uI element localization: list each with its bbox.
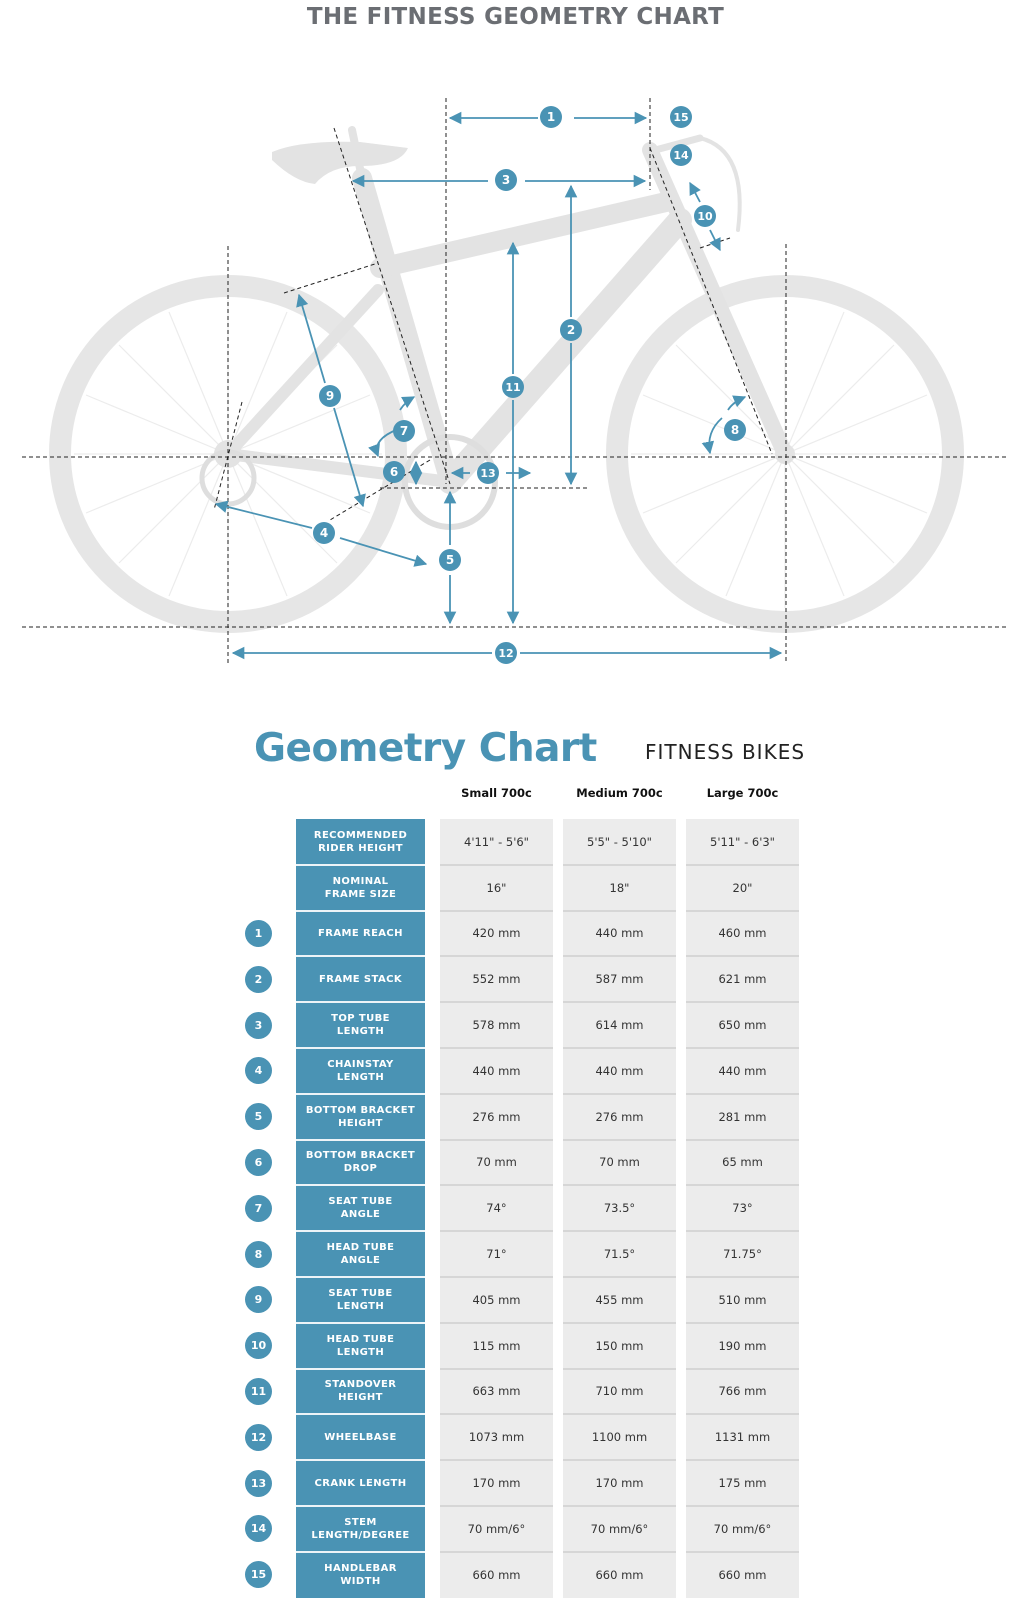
table-cell: 440 mm: [472, 1063, 521, 1078]
column-header-small: Small 700c: [461, 786, 532, 800]
row-number-badge: 13: [245, 1470, 272, 1497]
table-cell: 170 mm: [472, 1476, 521, 1491]
svg-text:10: 10: [697, 210, 713, 223]
row-label-line: LENGTH: [336, 1026, 385, 1038]
row-label-text: [324, 1431, 396, 1444]
row-label-text: [314, 829, 407, 855]
callout-8: [724, 419, 746, 441]
row-number-badge: 10: [245, 1332, 272, 1359]
table-cell: 440 mm: [718, 1063, 767, 1078]
row-label-line: DROP: [343, 1163, 378, 1175]
row-label-text: [328, 1287, 392, 1313]
row-label: [296, 1231, 425, 1277]
row-label-text: [327, 1333, 395, 1359]
table-cell: 614 mm: [595, 1018, 644, 1033]
row-label-text: [325, 1378, 397, 1404]
callout-11: [502, 376, 524, 398]
row-label-line: LENGTH/DEGREE: [311, 1529, 410, 1541]
bike-silhouette: [60, 130, 953, 622]
table-cell: 660 mm: [595, 1567, 644, 1582]
row-number-badge: 7: [245, 1195, 272, 1222]
row-label-line: LENGTH: [336, 1346, 385, 1358]
row-label: [296, 1140, 425, 1186]
row-label-line: CRANK LENGTH: [314, 1477, 407, 1489]
svg-text:5: 5: [445, 553, 455, 567]
row-label-line: ANGLE: [340, 1209, 381, 1221]
table-cell: 587 mm: [595, 972, 644, 987]
saddle: [272, 142, 408, 184]
column-header-medium: Medium 700c: [576, 786, 663, 800]
table-cell: 1131 mm: [714, 1430, 771, 1445]
svg-text:2: 2: [566, 323, 576, 337]
row-label-line: HEAD TUBE: [326, 1242, 395, 1254]
row-label-text: [306, 1104, 415, 1130]
row-label-line: HEAD TUBE: [326, 1333, 395, 1345]
row-label-line: BOTTOM BRACKET: [305, 1104, 416, 1116]
row-label: [296, 1185, 425, 1231]
row-number-badge: 4: [245, 1057, 272, 1084]
row-number-badge: 6: [245, 1149, 272, 1176]
callout-9: [319, 385, 341, 407]
table-cell: 16": [486, 880, 507, 895]
callout-10: [694, 205, 716, 227]
row-label-line: TOP TUBE: [331, 1013, 390, 1025]
svg-text:12: 12: [498, 647, 514, 660]
row-label: [296, 1414, 425, 1460]
table-cell: 73.5°: [603, 1201, 636, 1216]
row-number-badge: 12: [245, 1424, 272, 1451]
table-cell: 5'5" - 5'10": [587, 834, 652, 849]
geometry-chart-title: Geometry Chart: [254, 726, 597, 771]
row-number-badge: 14: [245, 1515, 272, 1542]
svg-text:8: 8: [730, 423, 740, 437]
table-cell: 710 mm: [595, 1384, 644, 1399]
svg-text:6: 6: [389, 465, 399, 479]
callout-14: [670, 144, 692, 166]
row-label-line: LENGTH: [336, 1300, 385, 1312]
callout-4: [313, 522, 335, 544]
row-label-text: [311, 1516, 409, 1542]
row-number-badge: 3: [245, 1012, 272, 1039]
row-label-text: [328, 1195, 392, 1221]
row-label-text: [318, 927, 403, 940]
table-cell: 190 mm: [718, 1338, 767, 1353]
row-label-text: [324, 1562, 397, 1588]
row-label: [296, 819, 425, 865]
row-label: [296, 1506, 425, 1552]
svg-text:11: 11: [505, 381, 521, 394]
table-cell: 70 mm/6°: [467, 1521, 526, 1536]
measurement-arrows: [216, 118, 781, 653]
callout-3: [495, 169, 517, 191]
row-label-line: FRAME REACH: [318, 927, 403, 939]
row-label-line: RIDER HEIGHT: [318, 842, 403, 854]
svg-text:3: 3: [501, 173, 511, 187]
table-cell: 115 mm: [472, 1338, 521, 1353]
row-label-line: STEM: [344, 1516, 377, 1528]
row-number-badge: 1: [245, 920, 272, 947]
row-number-badge: 11: [245, 1378, 272, 1405]
row-label-line: FRAME STACK: [318, 973, 402, 985]
svg-text:14: 14: [673, 149, 689, 162]
callout-13: [477, 462, 499, 484]
table-cell: 4'11" - 5'6": [464, 834, 529, 849]
row-label: [296, 1369, 425, 1415]
column-header-large: Large 700c: [706, 786, 779, 800]
table-cell: 74°: [486, 1201, 507, 1216]
table-cell: 70 mm/6°: [713, 1521, 772, 1536]
row-label-text: [315, 1477, 407, 1490]
row-label-line: CHAINSTAY: [327, 1058, 394, 1070]
row-label-line: HEIGHT: [338, 1392, 383, 1404]
seat-angle-arrow: [400, 397, 414, 410]
table-cell: 276 mm: [472, 1109, 521, 1124]
table-cell: 455 mm: [595, 1292, 644, 1307]
table-cell: 18": [609, 880, 630, 895]
geometry-chart-subtitle: FITNESS BIKES: [645, 740, 806, 764]
table-cell: 73°: [732, 1201, 753, 1216]
table-cell: 65 mm: [722, 1155, 763, 1170]
row-number-badge: 5: [245, 1103, 272, 1130]
table-cell: 663 mm: [472, 1384, 521, 1399]
table-cell: 71°: [486, 1247, 507, 1262]
row-label-text: [331, 1012, 390, 1038]
svg-text:1: 1: [546, 110, 556, 124]
row-label: [296, 1048, 425, 1094]
head-tube-arrow: [710, 230, 720, 250]
row-label-line: HEIGHT: [338, 1117, 383, 1129]
row-label-text: [327, 1241, 395, 1267]
row-label-line: NOMINAL: [332, 875, 389, 887]
row-label-text: [319, 973, 402, 986]
callout-5: [439, 549, 461, 571]
table-cell: 1100 mm: [591, 1430, 648, 1445]
row-label: [296, 956, 425, 1002]
table-cell: 621 mm: [718, 972, 767, 987]
row-label-text: [327, 1058, 393, 1084]
table-cell: 70 mm/6°: [590, 1521, 649, 1536]
row-label-line: SEAT TUBE: [328, 1287, 393, 1299]
table-cell: 281 mm: [718, 1109, 767, 1124]
table-cell: 650 mm: [718, 1018, 767, 1033]
table-cell: 552 mm: [472, 972, 521, 987]
row-label: [296, 1277, 425, 1323]
table-cell: 1073 mm: [468, 1430, 525, 1445]
table-cell: 578 mm: [472, 1018, 521, 1033]
row-label: [296, 1002, 425, 1048]
table-cell: 405 mm: [472, 1292, 521, 1307]
row-label: [296, 911, 425, 957]
head-tube-arrow: [690, 183, 700, 202]
table-cell: 660 mm: [472, 1567, 521, 1582]
bike-geometry-diagram: [0, 0, 1031, 690]
row-label-line: HANDLEBAR: [324, 1562, 397, 1574]
table-cell: 175 mm: [718, 1476, 767, 1491]
table-cell: 150 mm: [595, 1338, 644, 1353]
svg-text:9: 9: [325, 389, 335, 403]
row-label: [296, 1552, 425, 1598]
table-cell: 660 mm: [718, 1567, 767, 1582]
callout-12: [495, 642, 517, 664]
table-cell: 170 mm: [595, 1476, 644, 1491]
table-cell: 70 mm: [599, 1155, 640, 1170]
table-cell: 440 mm: [595, 1063, 644, 1078]
row-label-line: FRAME SIZE: [324, 888, 397, 900]
table-cell: 510 mm: [718, 1292, 767, 1307]
row-number-badge: 9: [245, 1286, 272, 1313]
row-label: [296, 865, 425, 911]
callout-2: [560, 319, 582, 341]
row-label-line: SEAT TUBE: [328, 1196, 393, 1208]
table-cell: 20": [732, 880, 753, 895]
row-label-line: BOTTOM BRACKET: [305, 1150, 416, 1162]
row-label: [296, 1323, 425, 1369]
callout-6: [383, 461, 405, 483]
row-number-badge: 2: [245, 966, 272, 993]
table-cell: 460 mm: [718, 926, 767, 941]
table-cell: 70 mm: [476, 1155, 517, 1170]
svg-text:13: 13: [480, 467, 496, 480]
svg-text:15: 15: [673, 111, 689, 124]
row-label-line: ANGLE: [340, 1255, 381, 1267]
row-label: [296, 1094, 425, 1140]
table-cell: 71.75°: [723, 1247, 762, 1262]
row-label-line: WIDTH: [340, 1575, 381, 1587]
table-cell: 420 mm: [472, 926, 521, 941]
row-number-badge: 8: [245, 1241, 272, 1268]
row-label-line: RECOMMENDED: [313, 829, 408, 841]
row-label-line: LENGTH: [336, 1071, 385, 1083]
page-title: THE FITNESS GEOMETRY CHART: [306, 4, 725, 30]
callout-7: [393, 420, 415, 442]
row-label-text: [325, 875, 397, 901]
table-cell: 766 mm: [718, 1384, 767, 1399]
table-cell: 440 mm: [595, 926, 644, 941]
table-cell: 276 mm: [595, 1109, 644, 1124]
row-label-line: WHEELBASE: [324, 1431, 397, 1443]
chainstay-arrow: [216, 504, 312, 528]
row-label-text: [306, 1149, 415, 1175]
callout-15: [670, 106, 692, 128]
table-cell: 71.5°: [603, 1247, 636, 1262]
svg-text:4: 4: [319, 526, 329, 540]
row-label: [296, 1460, 425, 1506]
row-number-badge: 15: [245, 1561, 272, 1588]
row-label-line: STANDOVER: [324, 1379, 397, 1391]
svg-text:7: 7: [399, 424, 409, 438]
table-cell: 5'11" - 6'3": [710, 834, 775, 849]
callout-1: [540, 106, 562, 128]
